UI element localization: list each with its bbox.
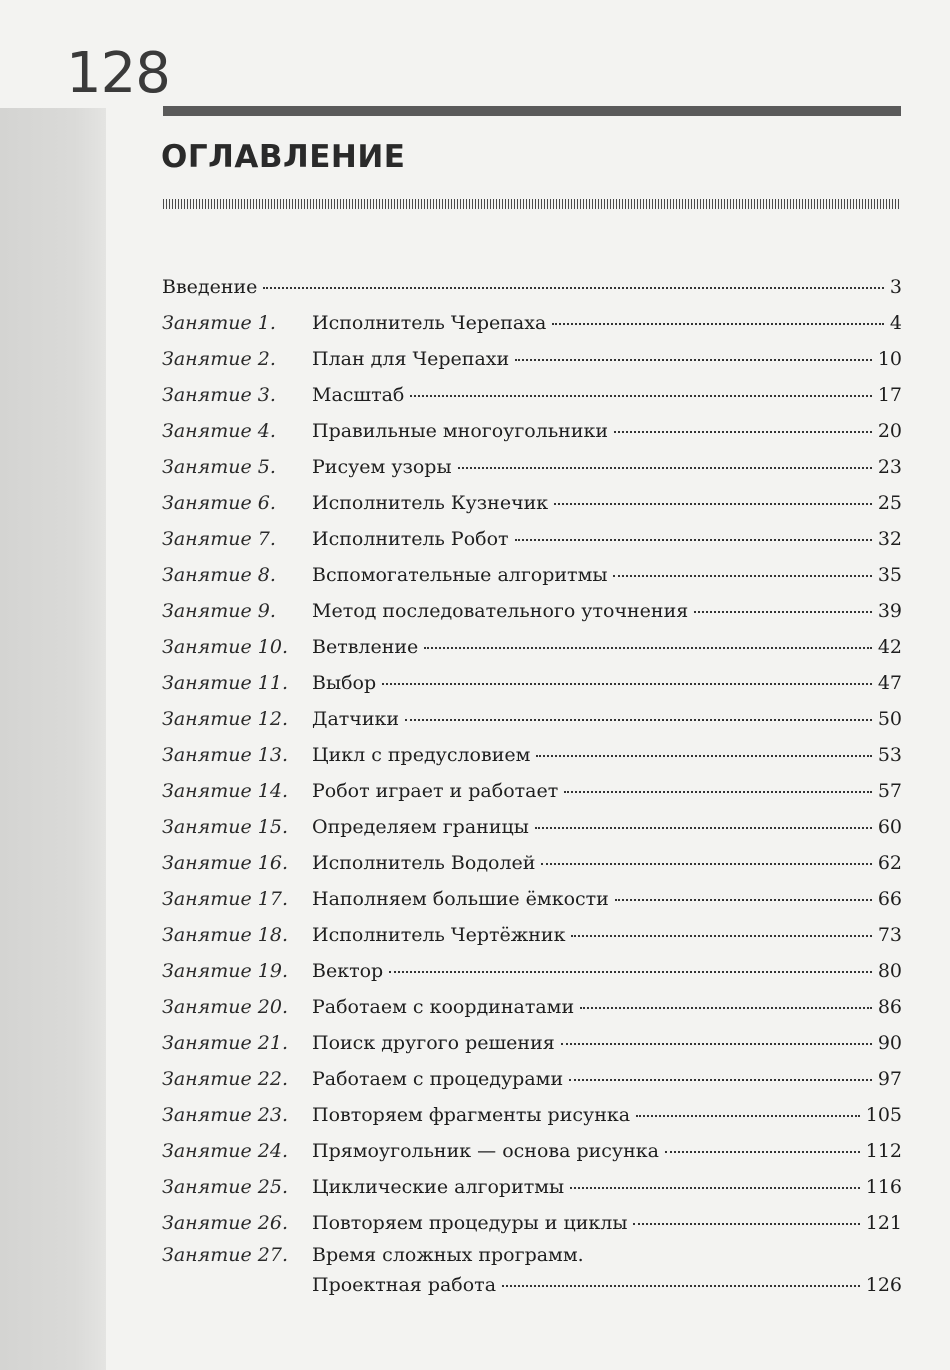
toc-entry (162, 595, 902, 627)
toc-entry-page: 60 (877, 816, 902, 838)
toc-entry (162, 955, 902, 987)
toc-entry-title: Ветвление (312, 636, 419, 658)
lesson-label: Занятие 16. (162, 852, 289, 874)
lesson-label: Занятие 10. (162, 636, 289, 658)
dot-leader (389, 971, 872, 973)
toc-entry-page: 126 (865, 1274, 902, 1296)
toc-entry-title: Работаем с координатами (312, 996, 575, 1018)
toc-entry (162, 1239, 902, 1271)
toc-entry (162, 1207, 902, 1239)
top-rule (163, 106, 901, 116)
toc-entry (162, 1135, 902, 1167)
lesson-label: Занятие 25. (162, 1176, 289, 1198)
toc-entry (162, 919, 902, 951)
toc-entry-title: Исполнитель Черепаха (312, 312, 547, 334)
toc-entry-page: 80 (877, 960, 902, 982)
hatch-rule (163, 199, 901, 209)
toc-entry-title: Исполнитель Чертёжник (312, 924, 566, 946)
toc-entry-title: Определяем границы (312, 816, 529, 838)
toc-entry-page: 50 (877, 708, 902, 730)
lesson-label: Занятие 6. (162, 492, 276, 514)
lesson-label: Занятие 17. (162, 888, 289, 910)
toc-entry-page: 62 (877, 852, 902, 874)
toc-entry-title: Введение (162, 276, 258, 298)
dot-leader (569, 1079, 872, 1081)
dot-leader (515, 359, 872, 361)
lesson-label: Занятие 20. (162, 996, 289, 1018)
toc-entry (162, 1099, 902, 1131)
toc-entry (162, 847, 902, 879)
toc-entry-page: 35 (877, 564, 902, 586)
toc-entry-page: 97 (877, 1068, 902, 1090)
toc-entry-title: Выбор (312, 672, 377, 694)
toc-entry-intro (162, 271, 902, 303)
toc-entry-page: 17 (877, 384, 902, 406)
toc-entry-title: Циклические алгоритмы (312, 1176, 565, 1198)
toc-entry (162, 775, 902, 807)
dot-leader (633, 1223, 859, 1225)
toc-entry-page: 105 (865, 1104, 902, 1126)
lesson-label: Занятие 24. (162, 1140, 289, 1162)
toc-entry-continuation (162, 1269, 902, 1301)
toc-entry-page: 32 (877, 528, 902, 550)
toc-entry-title: Время сложных программ. (312, 1244, 584, 1266)
toc-entry-title: План для Черепахи (312, 348, 510, 370)
lesson-label: Занятие 4. (162, 420, 276, 442)
lesson-label: Занятие 26. (162, 1212, 289, 1234)
toc-entry-page: 3 (889, 276, 902, 298)
dot-leader (636, 1115, 860, 1117)
toc-entry-page: 86 (877, 996, 902, 1018)
lesson-label: Занятие 27. (162, 1244, 289, 1266)
lesson-label: Занятие 23. (162, 1104, 289, 1126)
lesson-label: Занятие 22. (162, 1068, 289, 1090)
dot-leader (541, 863, 871, 865)
dot-leader (580, 1007, 872, 1009)
toc-entry-title: Правильные многоугольники (312, 420, 609, 442)
dot-leader (571, 935, 871, 937)
toc-entry-page: 116 (865, 1176, 902, 1198)
toc-entry-title: Наполняем большие ёмкости (312, 888, 609, 910)
dot-leader (665, 1151, 860, 1153)
toc-entry (162, 631, 902, 663)
dot-leader (570, 1187, 860, 1189)
toc-entry-title: Повторяем фрагменты рисунка (312, 1104, 631, 1126)
lesson-label: Занятие 3. (162, 384, 276, 406)
lesson-label: Занятие 7. (162, 528, 276, 550)
toc-entry-title: Метод последовательного уточнения (312, 600, 689, 622)
lesson-label: Занятие 8. (162, 564, 276, 586)
dot-leader (614, 431, 872, 433)
toc-entry-title: Прямоугольник — основа рисунка (312, 1140, 659, 1162)
toc-entry (162, 883, 902, 915)
toc-entry-page: 39 (877, 600, 902, 622)
dot-leader (410, 395, 871, 397)
toc-entry-page: 20 (877, 420, 902, 442)
toc-entry (162, 415, 902, 447)
toc-entry-title: Исполнитель Кузнечик (312, 492, 549, 514)
toc-entry-page: 73 (877, 924, 902, 946)
toc-entry (162, 1171, 902, 1203)
lesson-label: Занятие 12. (162, 708, 289, 730)
dot-leader (613, 575, 871, 577)
toc-entry (162, 379, 902, 411)
toc-entry (162, 523, 902, 555)
dot-leader (536, 755, 871, 757)
toc-entry-title: Рисуем узоры (312, 456, 452, 478)
toc-entry-page: 47 (877, 672, 902, 694)
toc-entry-page: 57 (877, 780, 902, 802)
dot-leader (554, 503, 872, 505)
dot-leader (552, 323, 884, 325)
toc-entry (162, 343, 902, 375)
lesson-label: Занятие 14. (162, 780, 289, 802)
toc-entry (162, 991, 902, 1023)
toc-entry (162, 1063, 902, 1095)
toc-entry (162, 1027, 902, 1059)
toc-entry-page: 53 (877, 744, 902, 766)
dot-leader (405, 719, 872, 721)
dot-leader (424, 647, 872, 649)
toc-entry-page: 23 (877, 456, 902, 478)
toc-entry (162, 307, 902, 339)
page-number: 128 (66, 41, 170, 106)
dot-leader (535, 827, 872, 829)
dot-leader (615, 899, 872, 901)
toc-entry-title: Вектор (312, 960, 384, 982)
lesson-label: Занятие 15. (162, 816, 289, 838)
toc-entry-title: Исполнитель Водолей (312, 852, 536, 874)
dot-leader (263, 287, 883, 289)
lesson-label: Занятие 1. (162, 312, 276, 334)
lesson-label: Занятие 9. (162, 600, 276, 622)
toc-entry-title: Датчики (312, 708, 400, 730)
dot-leader (564, 791, 872, 793)
toc-entry (162, 703, 902, 735)
dot-leader (458, 467, 872, 469)
dot-leader (694, 611, 872, 613)
dot-leader (515, 539, 872, 541)
toc-entry (162, 739, 902, 771)
toc-entry-title: Вспомогательные алгоритмы (312, 564, 608, 586)
toc-entry-title-line2: Проектная работа (312, 1274, 497, 1296)
toc-entry-page: 10 (877, 348, 902, 370)
toc-entry-title: Масштаб (312, 384, 405, 406)
toc-entry-title: Работаем с процедурами (312, 1068, 564, 1090)
toc-entry (162, 667, 902, 699)
toc-entry-title: Робот играет и работает (312, 780, 559, 802)
side-shade-band (0, 108, 106, 1370)
lesson-label: Занятие 19. (162, 960, 289, 982)
toc-entry-page: 4 (889, 312, 902, 334)
lesson-label: Занятие 21. (162, 1032, 289, 1054)
toc-entry (162, 487, 902, 519)
toc-entry-page: 121 (865, 1212, 902, 1234)
toc-entry-page: 112 (865, 1140, 902, 1162)
toc-entry-page: 25 (877, 492, 902, 514)
lesson-label: Занятие 5. (162, 456, 276, 478)
toc-entry (162, 811, 902, 843)
dot-leader (502, 1285, 860, 1287)
dot-leader (561, 1043, 872, 1045)
lesson-label: Занятие 11. (162, 672, 289, 694)
toc-entry-page: 42 (877, 636, 902, 658)
lesson-label: Занятие 2. (162, 348, 276, 370)
toc-entry-title: Цикл с предусловием (312, 744, 531, 766)
lesson-label: Занятие 13. (162, 744, 289, 766)
toc-entry-page: 90 (877, 1032, 902, 1054)
lesson-label: Занятие 18. (162, 924, 289, 946)
toc-entry-title: Повторяем процедуры и циклы (312, 1212, 628, 1234)
toc-entry-title: Исполнитель Робот (312, 528, 509, 550)
toc-entry-page: 66 (877, 888, 902, 910)
dot-leader (382, 683, 872, 685)
toc-entry (162, 559, 902, 591)
toc-entry (162, 451, 902, 483)
toc-entry-title: Поиск другого решения (312, 1032, 555, 1054)
toc-heading: ОГЛАВЛЕНИЕ (161, 139, 406, 175)
